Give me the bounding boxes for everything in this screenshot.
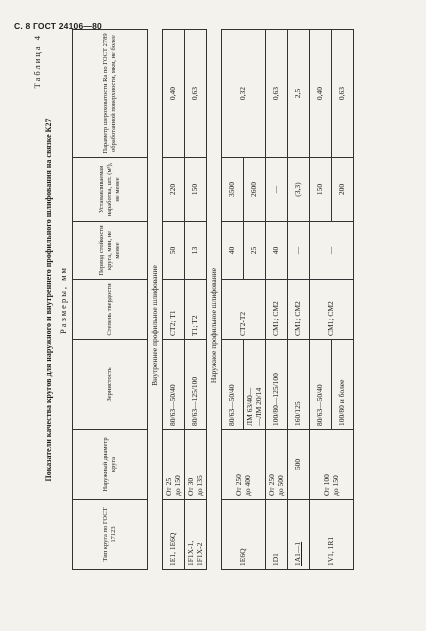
cell-hardness: Т1; Т2 [185, 280, 207, 340]
cell-life: 50 [163, 222, 185, 280]
table-row [222, 30, 244, 570]
cell-life: — [310, 222, 354, 280]
cell-life: — [288, 222, 310, 280]
cell-diameter: От 250 до 500 [266, 430, 288, 500]
cell-type: 1D1 [266, 500, 288, 570]
cell-hardness: СМ1; СМ2 [288, 280, 310, 340]
cell-roughness: 0,32 [222, 30, 266, 158]
section-external: Наружное профильное шлифование [207, 222, 222, 430]
page-header: С. 8 ГОСТ 24106—80 [14, 21, 102, 31]
cell-roughness: 0,63 [332, 30, 354, 158]
table-row [310, 30, 332, 570]
cell-output: 2600 [244, 158, 266, 222]
table-row [266, 30, 288, 570]
cell-diameter: От 25 до 150 [163, 430, 185, 500]
col-header-roughness: Параметр шероховатости Ra по ГОСТ 2789 обработанной поверхности, мкм, не более [73, 30, 148, 158]
col-header-life: Период стойкости круга, мин, не менее [73, 222, 148, 280]
cell-type: 1V1, 1R1 [310, 500, 354, 570]
cell-hardness: СМ1; СМ2 [266, 280, 288, 340]
table-number: Таблица 4 [32, 34, 42, 89]
col-header-hardness: Степень твердости [73, 280, 148, 340]
cell-type: 1Е1, 1Е6Q [163, 500, 185, 570]
quality-table [72, 29, 354, 570]
rotated-table-block [28, 30, 408, 570]
cell-diameter: От 100 до 150 [310, 430, 354, 500]
col-header-diameter: Наружный диаметр круга [73, 430, 148, 500]
cell-output: 220 [163, 158, 185, 222]
cell-hardness: СМ1; СМ2 [310, 280, 354, 340]
cell-grit: 80/63—50/40 [222, 340, 244, 430]
cell-roughness: 0,63 [266, 30, 288, 158]
cell-output: 150 [310, 158, 332, 222]
cell-type: 1F1X-1, 1F1X-2 [185, 500, 207, 570]
cell-grit: 80/63—50/40 [163, 340, 185, 430]
cell-diameter: 500 [288, 430, 310, 500]
cell-grit: 80/63—50/40 [310, 340, 332, 430]
cell-output: 200 [332, 158, 354, 222]
cell-output: 3500 [222, 158, 244, 222]
section-row-external [207, 30, 222, 570]
cell-type: 1Е6Q [222, 500, 266, 570]
cell-roughness: 0,40 [163, 30, 185, 158]
cell-grit: 80/63—125/100 [185, 340, 207, 430]
cell-diameter: От 30 до 135 [185, 430, 207, 500]
cell-life: 40 [266, 222, 288, 280]
cell-output: — [266, 158, 288, 222]
col-header-grit: Зернистость [73, 340, 148, 430]
table-row [163, 30, 185, 570]
cell-grit: 100/80—125/100 [266, 340, 288, 430]
cell-life: 13 [185, 222, 207, 280]
col-header-type: Тип круга по ГОСТ 17123 [73, 500, 148, 570]
cell-output: 150 [185, 158, 207, 222]
cell-grit: 100/80 и более [332, 340, 354, 430]
table-header-row [73, 30, 148, 570]
cell-hardness: СТ2; Т1 [163, 280, 185, 340]
cell-roughness: 2,5 [288, 30, 310, 158]
col-header-output: Устанавливаемая наработка, шт. (м³), не менее [73, 158, 148, 222]
section-internal: Внутреннее профильное шлифование [148, 222, 163, 430]
cell-life: 40 [222, 222, 244, 280]
cell-hardness: СТ2-Т2 [222, 280, 266, 340]
cell-diameter: От 250 до 400 [222, 430, 266, 500]
table-row [185, 30, 207, 570]
cell-grit: 160/125 [288, 340, 310, 430]
cell-roughness: 0,63 [185, 30, 207, 158]
cell-type: 1А1—1 [288, 500, 310, 570]
cell-roughness: 0,40 [310, 30, 332, 158]
table-row [288, 30, 310, 570]
cell-grit: ЛМ 63/40— —ЛМ 20/14 [244, 340, 266, 430]
cell-output: (3,3) [288, 158, 310, 222]
table-units: Размеры, мм [58, 266, 68, 334]
table-title: Показатели качества кругов для наружного и внутреннего профильного шлифования на связке К27 [44, 118, 53, 482]
cell-life: 25 [244, 222, 266, 280]
section-row-internal [148, 30, 163, 570]
